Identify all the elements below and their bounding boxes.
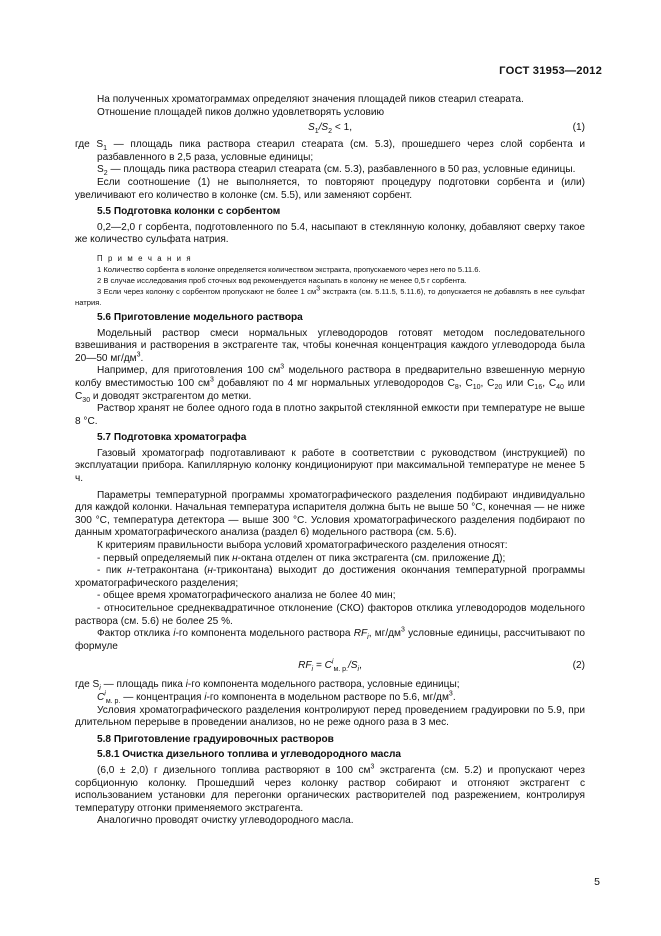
definition-s1: где $S_1$ — площадь пика раствора стеарил стеарата (см. 5.3), прошедшего через слой сорбента и разбавленного в 2,5 раза, условные единицы; — [75, 139, 585, 163]
section-5-7-para-1: Газовый хроматограф подготавливают к работе в соответствии с руководством (инструкцией) по эксплуатации прибора. Капиллярную колонку кондиционируют при максимальной температуре не менее 5 ч. — [75, 447, 585, 485]
section-5-8-title: 5.8 Приготовление градуировочных растворов — [97, 733, 334, 745]
section-5-8-1-para-2: Аналогично проводят очистку углеводородного масла. — [97, 815, 354, 827]
formula-2-number: (2) — [572, 660, 585, 672]
paragraph-separation-control: Условия хроматографического разделения контролируют перед проведением градуировки по 5.9, при длительном перерыве в проведении анализов, но не реже одного раза в 3 мес. — [75, 704, 585, 729]
section-5-8-1-title: 5.8.1 Очистка дизельного топлива и углеводородного масла — [97, 749, 402, 761]
notes-title: П р и м е ч а н и я — [97, 253, 193, 263]
section-5-7-para-2: Параметры температурной программы хроматографического разделения подбирают индивидуально для каждой колонки. Начальная температура испарителя должна быть не выше 50 °С, конечная — не ниже 300 °С, температура детектора — выше 300 °С. Условия хроматографического разделения подбирают по данным хроматографического анализа (раздел 6) модельного раствора (см. 5.6). — [75, 489, 585, 539]
formula-2 — [75, 659, 585, 675]
criterion-2: - пик н-тетраконтана (н-триконтана) выходит до достижения окончания температурной программы хроматографического разделения; — [75, 565, 585, 589]
note-3: 3 Если через колонку с сорбентом пропускают не более 1 $см^3$ экстракта (см. 5.11.5, 5.11.6), то допускается не добавлять в нее сульфат натрия. — [75, 285, 585, 307]
page-number: 5 — [594, 876, 600, 888]
section-5-6-para-3: Раствор хранят не более одного года в плотно закрытой стеклянной емкости при температуре не выше 8 °С. — [75, 403, 585, 427]
formula-1-expression: $S_1/S_2 < 1$, — [307, 122, 352, 136]
section-5-5-title: 5.5 Подготовка колонки с сорбентом — [97, 206, 281, 218]
section-5-6-para-2: Например, для приготовления 100 $см^3$ модельного раствора в предварительно взвешенную мерную колбу вместимостью 100 $см^3$ добавляют по 4 мг нормальных углеводородов $С_8$, $С_{10}$, $С_{20}$ или $С_{16}$, $С_{40}$ или $С_{30}$ и доводят экстрагентом до метки. — [75, 363, 585, 404]
formula-2-expression: $RF_i = C^i_{м. р.}/S_i$, — [298, 659, 362, 674]
formula-1-number: (1) — [572, 122, 585, 134]
formula-1 — [75, 121, 585, 137]
note-2: 2 В случае исследования проб сточных вод рекомендуется насыпать в колонку не менее 0,5 г сорбента. — [97, 275, 467, 285]
section-5-5-text: 0,2—2,0 г сорбента, подготовленного по 5.4, насыпают в стеклянную колонку, добавляют сверху такое же количество сульфата натрия. — [75, 221, 585, 246]
criterion-1: - первый определяемый пик н-октана отделен от пика экстрагента (см. приложение Д); — [97, 552, 506, 564]
standard-code-header: ГОСТ 31953—2012 — [499, 65, 602, 77]
note-1: 1 Количество сорбента в колонке определяется количеством экстракта, пропускаемого через него по 5.11.6. — [97, 264, 481, 274]
section-5-7-para-3: К критериям правильности выбора условий хроматографического разделения относят: — [97, 540, 508, 552]
section-5-8-1-para-1: (6,0 ± 2,0) г дизельного топлива растворяют в 100 $см^3$ экстрагента (см. 5.2) и пропускают через сорбционную колонку. Прошедший через колонку раствор собирают и отгоняют экстрагент с использованием установки для перегонки органических растворителей под разрежением, контролируя температуру отгонки применяемого экстрагента. — [75, 763, 585, 814]
criterion-4: - относительное среднеквадратичное отклонение (СКО) факторов отклика углеводородов модельного раствора (см. 5.6) не более 25 %. — [75, 603, 585, 627]
section-5-6-title: 5.6 Приготовление модельного раствора — [97, 311, 303, 323]
definition-c-mr: $C^i_{м. р.}$ — концентрация i-го компонента в модельном растворе по 5.6, $мг/дм^3$. — [97, 690, 456, 705]
section-5-7-title: 5.7 Подготовка хроматографа — [97, 432, 247, 444]
definition-si: где $S_i$ — площадь пика i-го компонента модельного раствора, условные единицы; — [75, 679, 460, 693]
section-5-7-para-4: Фактор отклика i-го компонента модельного раствора $RF_i$, $мг/дм^3$ условные единицы, рассчитывают по формуле — [75, 626, 585, 652]
definition-s2: $S_2$ — площадь пика раствора стеарил стеарата (см. 5.3), разбавленного в 50 раз, условные единицы. — [97, 164, 576, 178]
section-5-6-para-1: Модельный раствор смеси нормальных углеводородов готовят методом последовательного взвешивания и растворения в экстрагенте так, чтобы конечная концентрация каждого углеводорода была 20—50 $мг/дм^3$. — [75, 327, 585, 364]
paragraph-repeat-procedure: Если соотношение (1) не выполняется, то повторяют процедуру подготовки сорбента и (или) увеличивают его количество в колонке (см. 5.5), или заменяют сорбент. — [75, 176, 585, 201]
criterion-3: - общее время хроматографического анализа не более 40 мин; — [97, 590, 396, 602]
page-content — [75, 94, 585, 828]
paragraph-ratio-condition: Отношение площадей пиков должно удовлетворять условию — [97, 106, 385, 118]
paragraph-chromatograms: На полученных хроматограммах определяют значения площадей пиков стеарил стеарата. — [97, 94, 524, 105]
